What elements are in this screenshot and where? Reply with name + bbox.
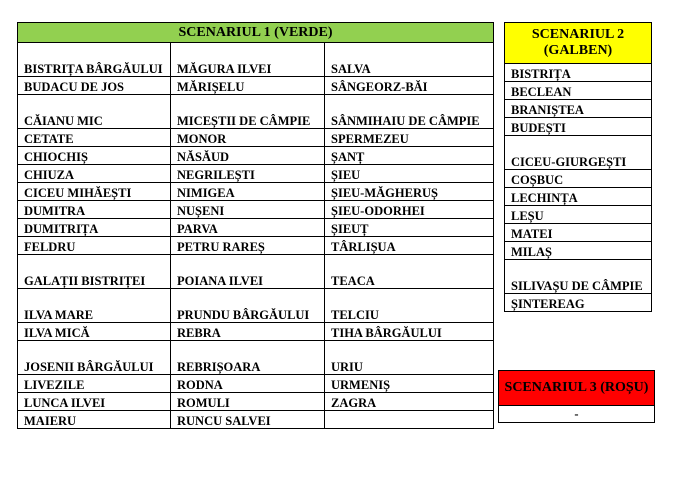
commune-cell: POIANA ILVEI (171, 255, 325, 289)
table-row (18, 201, 494, 219)
table-row (505, 64, 652, 82)
commune-cell: GALAȚII BISTRIȚEI (18, 255, 171, 289)
table-row (505, 82, 652, 100)
table-row (505, 206, 652, 224)
commune-cell: TÂRLIȘUA (325, 237, 494, 255)
commune-cell: SPERMEZEU (325, 129, 494, 147)
table-row (18, 237, 494, 255)
table-row (505, 188, 652, 206)
commune-cell: ILVA MARE (18, 289, 171, 323)
commune-cell: SÂNGEORZ-BĂI (325, 77, 494, 95)
table-row (499, 406, 655, 423)
scenario-3-header: SCENARIUL 3 (ROȘU) (499, 371, 655, 406)
commune-cell: LIVEZILE (18, 375, 171, 393)
commune-cell: MILAȘ (505, 242, 652, 260)
commune-cell: MONOR (171, 129, 325, 147)
table-row (505, 224, 652, 242)
commune-cell: NIMIGEA (171, 183, 325, 201)
commune-cell: DUMITRIȚA (18, 219, 171, 237)
table-row (18, 77, 494, 95)
commune-cell: BUDACU DE JOS (18, 77, 171, 95)
table-row (18, 183, 494, 201)
table-row (18, 129, 494, 147)
table-row (505, 294, 652, 312)
commune-cell: CHIOCHIȘ (18, 147, 171, 165)
table-row (18, 95, 494, 129)
commune-cell: NĂSĂUD (171, 147, 325, 165)
table-row (18, 411, 494, 429)
table-row (505, 136, 652, 170)
commune-cell: SÂNMIHAIU DE CÂMPIE (325, 95, 494, 129)
table-row (18, 255, 494, 289)
commune-cell: ȘIEU-MĂGHERUȘ (325, 183, 494, 201)
commune-cell: BISTRIȚA BÂRGĂULUI (18, 43, 171, 77)
commune-cell: CHIUZA (18, 165, 171, 183)
commune-cell: LEȘU (505, 206, 652, 224)
commune-cell: SALVA (325, 43, 494, 77)
table-row (505, 260, 652, 294)
commune-cell: CĂIANU MIC (18, 95, 171, 129)
scenario-1-header: SCENARIUL 1 (VERDE) (18, 23, 494, 43)
commune-cell: MATEI (505, 224, 652, 242)
commune-cell: JOSENII BÂRGĂULUI (18, 341, 171, 375)
table-row (18, 219, 494, 237)
commune-cell: ȘIEUȚ (325, 219, 494, 237)
commune-cell: TEACA (325, 255, 494, 289)
table-row (18, 341, 494, 375)
commune-cell: DUMITRA (18, 201, 171, 219)
commune-cell: BECLEAN (505, 82, 652, 100)
scenario-1-table (17, 22, 494, 429)
commune-cell: FELDRU (18, 237, 171, 255)
commune-cell: PRUNDU BÂRGĂULUI (171, 289, 325, 323)
commune-cell: LECHINȚA (505, 188, 652, 206)
commune-cell: MĂGURA ILVEI (171, 43, 325, 77)
table-row (18, 147, 494, 165)
scenario-2-table (504, 22, 652, 312)
commune-cell: REBRA (171, 323, 325, 341)
commune-cell: ILVA MICĂ (18, 323, 171, 341)
commune-cell: PETRU RAREȘ (171, 237, 325, 255)
commune-cell: ȘANȚ (325, 147, 494, 165)
commune-cell: ȘINTEREAG (505, 294, 652, 312)
commune-cell: REBRIȘOARA (171, 341, 325, 375)
commune-cell: CETATE (18, 129, 171, 147)
commune-cell: MICEȘTII DE CÂMPIE (171, 95, 325, 129)
commune-cell: - (499, 406, 655, 423)
commune-cell: ȘIEU-ODORHEI (325, 201, 494, 219)
commune-cell: ZAGRA (325, 393, 494, 411)
commune-cell: BISTRIȚA (505, 64, 652, 82)
commune-cell: URMENIȘ (325, 375, 494, 393)
commune-cell: MĂRIȘELU (171, 77, 325, 95)
table-row (505, 118, 652, 136)
table-row (18, 375, 494, 393)
commune-cell: CICEU MIHĂEȘTI (18, 183, 171, 201)
commune-cell: SILIVAȘU DE CÂMPIE (505, 260, 652, 294)
commune-cell: RUNCU SALVEI (171, 411, 325, 429)
table-row (505, 100, 652, 118)
commune-cell: CICEU-GIURGEȘTI (505, 136, 652, 170)
commune-cell: RODNA (171, 375, 325, 393)
table-row (505, 242, 652, 260)
scenario-3-table (498, 370, 655, 423)
commune-cell: NUȘENI (171, 201, 325, 219)
commune-cell: LUNCA ILVEI (18, 393, 171, 411)
commune-cell: BRANIȘTEA (505, 100, 652, 118)
table-row (18, 165, 494, 183)
table-row (18, 289, 494, 323)
commune-cell: COȘBUC (505, 170, 652, 188)
commune-cell: ROMULI (171, 393, 325, 411)
table-row (18, 393, 494, 411)
commune-cell: PARVA (171, 219, 325, 237)
commune-cell: ȘIEU (325, 165, 494, 183)
table-row (505, 170, 652, 188)
commune-cell: BUDEȘTI (505, 118, 652, 136)
table-row (18, 43, 494, 77)
table-row (18, 323, 494, 341)
scenario-2-header: SCENARIUL 2 (GALBEN) (505, 23, 652, 64)
commune-cell: TIHA BÂRGĂULUI (325, 323, 494, 341)
commune-cell: NEGRILEȘTI (171, 165, 325, 183)
commune-cell: TELCIU (325, 289, 494, 323)
commune-cell (325, 411, 494, 429)
commune-cell: URIU (325, 341, 494, 375)
commune-cell: MAIERU (18, 411, 171, 429)
